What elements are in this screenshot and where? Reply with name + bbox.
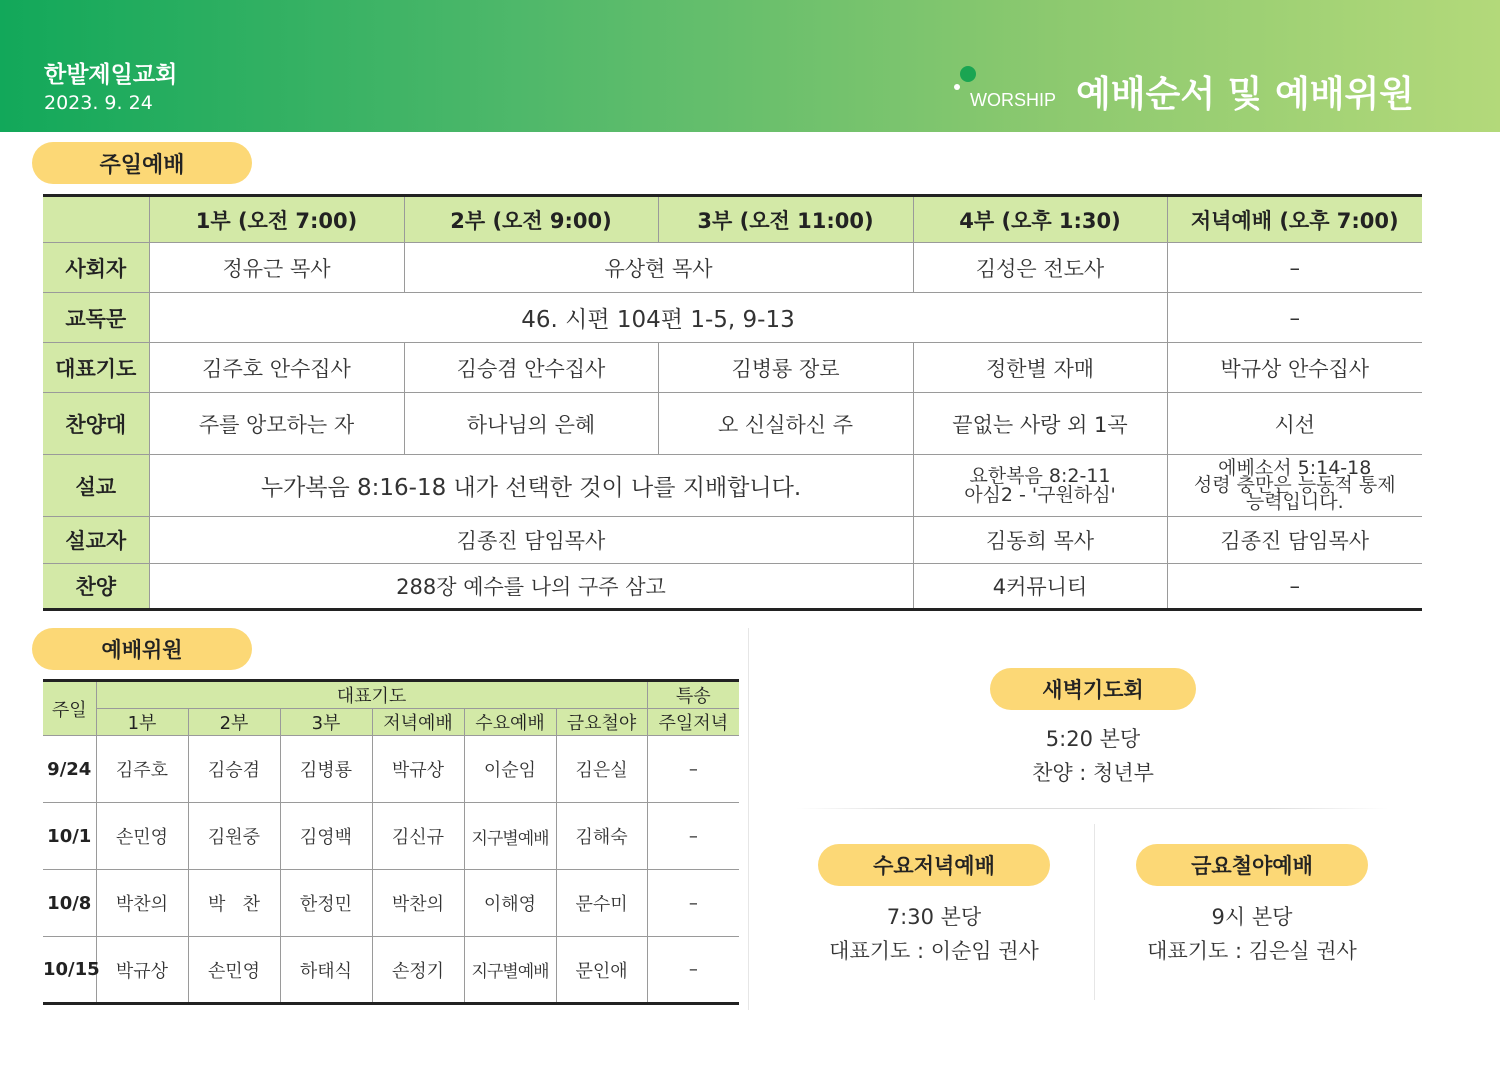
table-cell: 정한별 자매 bbox=[913, 343, 1167, 393]
sunday-worship-table bbox=[43, 194, 1422, 611]
row-header: 찬양대 bbox=[43, 393, 149, 455]
table-cell: – bbox=[647, 803, 739, 870]
row-header: 설교자 bbox=[43, 517, 149, 564]
table-header-row bbox=[43, 196, 1422, 243]
table-cell: 김원중 bbox=[188, 803, 280, 870]
sermon-title: 아심2 - '구원하심' bbox=[964, 483, 1116, 506]
committee-table bbox=[43, 679, 739, 1005]
dawn-info bbox=[960, 722, 1226, 790]
table-cell: 하태식 bbox=[280, 937, 372, 1004]
worship-label: WORSHIP bbox=[970, 90, 1057, 110]
column-header: 1부 bbox=[96, 709, 188, 736]
bulletin-date: 2023. 9. 24 bbox=[44, 92, 153, 114]
wednesday-info bbox=[800, 900, 1068, 968]
column-header: 주일 bbox=[43, 681, 96, 736]
sermon-text: 요한복음 8:2-11 bbox=[969, 464, 1111, 487]
table-cell: 이해영 bbox=[464, 870, 556, 937]
column-header: 금요철야 bbox=[556, 709, 647, 736]
dot-icon bbox=[960, 66, 976, 82]
table-row bbox=[43, 343, 1422, 393]
table-cell: 박 찬 bbox=[188, 870, 280, 937]
table-cell: 손민영 bbox=[96, 803, 188, 870]
table-row bbox=[43, 393, 1422, 455]
table-cell: 지구별예배 bbox=[464, 937, 556, 1004]
table-row bbox=[43, 937, 739, 1004]
corner-cell bbox=[43, 196, 149, 243]
table-cell: – bbox=[1167, 564, 1422, 610]
table-cell: 박규상 bbox=[96, 937, 188, 1004]
table-cell: 김승겸 bbox=[188, 736, 280, 803]
table-cell: 김승겸 안수집사 bbox=[404, 343, 658, 393]
sermon-text: 에베소서 5:14-18 bbox=[1218, 457, 1372, 479]
column-header: 저녁예배 bbox=[372, 709, 464, 736]
column-header: 4부 (오후 1:30) bbox=[913, 196, 1167, 243]
table-header-row bbox=[43, 681, 739, 709]
table-cell: 김주호 안수집사 bbox=[149, 343, 404, 393]
column-header: 3부 (오전 11:00) bbox=[658, 196, 913, 243]
table-cell: – bbox=[647, 937, 739, 1004]
friday-time: 9시 본당 bbox=[1211, 905, 1293, 929]
friday-prayer: 대표기도 : 김은실 권사 bbox=[1147, 939, 1357, 963]
table-cell: 김은실 bbox=[556, 736, 647, 803]
table-cell: 김해숙 bbox=[556, 803, 647, 870]
table-cell: – bbox=[647, 870, 739, 937]
table-cell: 시선 bbox=[1167, 393, 1422, 455]
table-row bbox=[43, 736, 739, 803]
wednesday-time: 7:30 본당 bbox=[886, 905, 982, 929]
row-header: 교독문 bbox=[43, 293, 149, 343]
column-header: 3부 bbox=[280, 709, 372, 736]
wednesday-prayer: 대표기도 : 이순임 권사 bbox=[829, 939, 1039, 963]
table-cell: 지구별예배 bbox=[464, 803, 556, 870]
table-cell bbox=[1167, 455, 1422, 517]
table-cell: 박규상 bbox=[372, 736, 464, 803]
table-cell: 김종진 담임목사 bbox=[149, 517, 913, 564]
date-cell: 10/8 bbox=[43, 870, 96, 937]
friday-info bbox=[1118, 900, 1386, 968]
table-cell: 문인애 bbox=[556, 937, 647, 1004]
column-header: 대표기도 bbox=[96, 681, 647, 709]
panel-divider bbox=[748, 628, 749, 1010]
table-row bbox=[43, 243, 1422, 293]
page-title: 예배순서 및 예배위원 bbox=[1076, 74, 1415, 115]
column-header: 주일저녁 bbox=[647, 709, 739, 736]
table-cell: 46. 시편 104편 1-5, 9-13 bbox=[149, 293, 1167, 343]
row-header: 찬양 bbox=[43, 564, 149, 610]
table-cell: 손민영 bbox=[188, 937, 280, 1004]
column-header: 2부 bbox=[188, 709, 280, 736]
date-cell: 10/1 bbox=[43, 803, 96, 870]
dawn-praise: 찬양 : 청년부 bbox=[1032, 761, 1154, 785]
table-cell: – bbox=[647, 736, 739, 803]
table-cell: 한정민 bbox=[280, 870, 372, 937]
panel-separator bbox=[796, 808, 1388, 809]
table-cell: 끝없는 사랑 외 1곡 bbox=[913, 393, 1167, 455]
panel-divider bbox=[1094, 824, 1095, 1000]
small-dot-icon bbox=[954, 84, 960, 90]
date-cell: 10/15 bbox=[43, 937, 96, 1004]
table-cell: 이순임 bbox=[464, 736, 556, 803]
section-title-committee: 예배위원 bbox=[32, 628, 252, 670]
table-cell: 오 신실하신 주 bbox=[658, 393, 913, 455]
dawn-time: 5:20 본당 bbox=[1045, 727, 1141, 751]
church-name: 한밭제일교회 bbox=[44, 62, 178, 88]
table-row bbox=[43, 870, 739, 937]
table-cell: 박규상 안수집사 bbox=[1167, 343, 1422, 393]
table-row bbox=[43, 564, 1422, 610]
table-cell: – bbox=[1167, 293, 1422, 343]
table-row bbox=[43, 803, 739, 870]
date-cell: 9/24 bbox=[43, 736, 96, 803]
table-cell: 김신규 bbox=[372, 803, 464, 870]
header-banner bbox=[0, 0, 1500, 132]
sermon-title: 능력입니다. bbox=[1245, 491, 1344, 513]
row-header: 설교 bbox=[43, 455, 149, 517]
table-cell: 문수미 bbox=[556, 870, 647, 937]
table-cell: 김종진 담임목사 bbox=[1167, 517, 1422, 564]
table-cell: 김주호 bbox=[96, 736, 188, 803]
row-header: 사회자 bbox=[43, 243, 149, 293]
column-header: 저녁예배 (오후 7:00) bbox=[1167, 196, 1422, 243]
table-cell: 김동희 목사 bbox=[913, 517, 1167, 564]
column-header: 수요예배 bbox=[464, 709, 556, 736]
sermon-title: 성령 충만은 능동적 통제 bbox=[1193, 474, 1396, 496]
table-cell: 정유근 목사 bbox=[149, 243, 404, 293]
column-header: 특송 bbox=[647, 681, 739, 709]
table-cell: 김성은 전도사 bbox=[913, 243, 1167, 293]
row-header: 대표기도 bbox=[43, 343, 149, 393]
table-cell: 주를 앙모하는 자 bbox=[149, 393, 404, 455]
table-row bbox=[43, 455, 1422, 517]
table-row bbox=[43, 517, 1422, 564]
table-cell: 4커뮤니티 bbox=[913, 564, 1167, 610]
table-cell: – bbox=[1167, 243, 1422, 293]
table-cell: 288장 예수를 나의 구주 삼고 bbox=[149, 564, 913, 610]
table-cell: 하나님의 은혜 bbox=[404, 393, 658, 455]
table-row bbox=[43, 293, 1422, 343]
sermon-title: 누가복음 8:16-18 내가 선택한 것이 나를 지배합니다. bbox=[149, 455, 913, 517]
section-title-sunday: 주일예배 bbox=[32, 142, 252, 184]
column-header: 2부 (오전 9:00) bbox=[404, 196, 658, 243]
table-cell bbox=[913, 455, 1167, 517]
table-header-row bbox=[43, 709, 739, 736]
table-cell: 박찬의 bbox=[372, 870, 464, 937]
table-cell: 손정기 bbox=[372, 937, 464, 1004]
table-cell: 유상현 목사 bbox=[404, 243, 913, 293]
column-header: 1부 (오전 7:00) bbox=[149, 196, 404, 243]
table-cell: 김병룡 장로 bbox=[658, 343, 913, 393]
table-cell: 김영백 bbox=[280, 803, 372, 870]
section-title-wednesday: 수요저녁예배 bbox=[818, 844, 1050, 886]
table-cell: 김병룡 bbox=[280, 736, 372, 803]
section-title-dawn: 새벽기도회 bbox=[990, 668, 1196, 710]
table-cell: 박찬의 bbox=[96, 870, 188, 937]
section-title-friday: 금요철야예배 bbox=[1136, 844, 1368, 886]
